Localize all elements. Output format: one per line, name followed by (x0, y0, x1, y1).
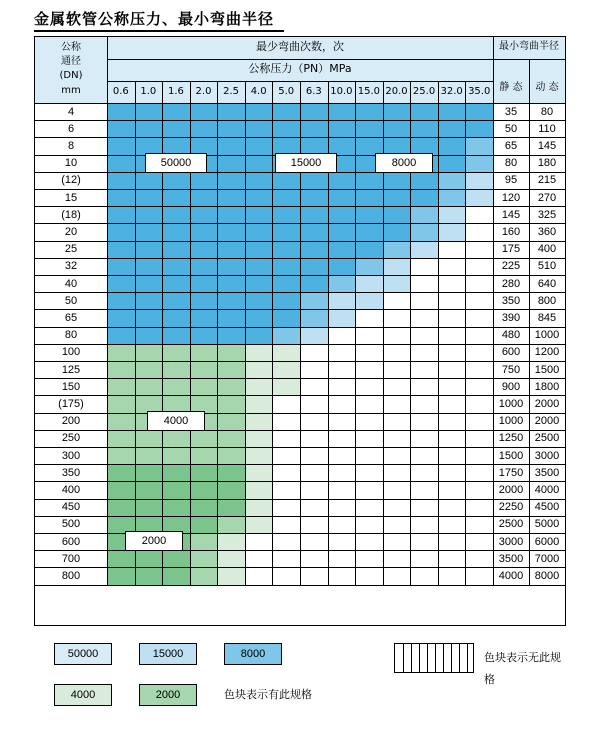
table-row-dynamic: 110 (538, 122, 556, 135)
table-row-dn: 40 (64, 277, 78, 290)
page-title: 金属软管公称压力、最小弯曲半径 (34, 10, 275, 28)
table-gridline (190, 103, 191, 585)
legend-box-50000: 50000 (54, 643, 112, 665)
table-row-dn: 8 (67, 140, 75, 152)
table-row-dynamic: 7000 (534, 552, 560, 565)
table-row-dn: 300 (61, 449, 81, 462)
table-gridline (410, 103, 411, 585)
table-row-static: 3000 (498, 535, 524, 548)
header-pressure-32.0: 32.0 (440, 86, 463, 97)
header-pressure-0.6: 0.6 (112, 86, 129, 97)
callout-50000: 50000 (145, 153, 207, 173)
table-row-dynamic: 640 (537, 277, 557, 290)
table-gridline (35, 585, 565, 586)
table-row-dynamic: 270 (537, 191, 557, 204)
table-row-static: 145 (501, 208, 521, 221)
legend (34, 636, 566, 726)
table-row-dn: 80 (64, 329, 78, 342)
table-gridline (383, 103, 384, 585)
table-row-static: 350 (501, 294, 521, 307)
table-row-static: 600 (501, 346, 521, 359)
table-row-static: 750 (501, 363, 521, 376)
table-row-dn: (18) (61, 208, 81, 221)
table-row-dn: 125 (61, 363, 81, 376)
table-row-dn: 100 (61, 346, 81, 359)
header-pressure-5.0: 5.0 (278, 86, 295, 97)
table-row-dn: 65 (64, 312, 78, 324)
row-fill-mid (107, 447, 245, 464)
table-row-dynamic: 2000 (534, 398, 560, 410)
table-gridline (328, 103, 329, 585)
table-row-dynamic: 400 (537, 243, 557, 256)
legend-box-4000: 4000 (54, 684, 112, 706)
row-fill-mid (107, 361, 245, 378)
row-fill-mid (107, 378, 245, 395)
table-row-dynamic: 6000 (534, 535, 560, 548)
table-row-dynamic: 80 (540, 105, 554, 118)
table-gridline (162, 103, 163, 585)
table-row-static: 225 (501, 260, 521, 273)
header-pressure-2.5: 2.5 (223, 86, 240, 97)
header-dn-line3: (DN) (59, 70, 83, 81)
header-pressure-25.0: 25.0 (412, 86, 436, 97)
legend-box-8000: 8000 (224, 643, 282, 665)
table-row-dynamic: 2000 (534, 415, 560, 428)
row-fill-dark (107, 550, 190, 567)
table-row-dynamic: 845 (537, 312, 557, 324)
table-row-dynamic: 325 (537, 208, 557, 221)
table-row-dynamic: 510 (537, 260, 557, 273)
table-row-dynamic: 215 (537, 174, 557, 187)
table-row-static: 480 (501, 329, 521, 342)
table-row-static: 4000 (498, 570, 524, 582)
header-pressure-10.0: 10.0 (330, 86, 353, 97)
table-row-static: 1500 (498, 449, 524, 462)
header-pressure: 公称压力（PN）MPa (248, 62, 352, 75)
table-row-dynamic: 4500 (534, 501, 560, 514)
table-row-dn: 800 (61, 570, 81, 582)
header-dn-line1: 公称 (61, 42, 81, 53)
table-row-static: 390 (501, 312, 521, 324)
table-row-dynamic: 1800 (534, 380, 560, 393)
title-underline (34, 30, 284, 32)
table-row-static: 2500 (498, 518, 524, 531)
table-row-dynamic: 5000 (534, 518, 560, 531)
callout-2000: 2000 (125, 531, 183, 551)
table-gridline (355, 103, 356, 585)
table-gridline (135, 103, 136, 585)
callout-4000: 4000 (147, 411, 205, 431)
table-row-dynamic: 4000 (534, 484, 560, 496)
table-gridline (107, 59, 493, 60)
table-row-dn: 15 (64, 191, 78, 204)
table-row-static: 900 (501, 380, 521, 393)
spec-table (34, 36, 566, 626)
table-row-static: 2250 (498, 501, 524, 514)
row-fill-dark (107, 567, 190, 584)
table-row-dn: 25 (64, 243, 78, 256)
table-row-dynamic: 145 (537, 140, 557, 152)
legend-box-15000: 15000 (139, 643, 197, 665)
table-row-dn: 32 (64, 260, 78, 273)
table-row-dn: 600 (61, 535, 81, 548)
table-gridline (529, 59, 530, 103)
row-fill-dark (107, 481, 245, 498)
table-row-dynamic: 3500 (534, 466, 560, 479)
table-row-static: 35 (504, 105, 518, 118)
legend-hatch-note: 色块表示无此规格 (484, 652, 561, 686)
header-radius: 最小弯曲半径 (499, 41, 559, 52)
table-row-dn: 400 (61, 484, 81, 496)
header-pressure-1.6: 1.6 (167, 86, 184, 97)
table-row-static: 3500 (498, 552, 524, 565)
callout-15000: 15000 (275, 153, 337, 173)
row-fill-dark (107, 292, 300, 309)
table-row-dynamic: 800 (537, 294, 557, 307)
table-row-dn: (175) (58, 398, 84, 410)
row-fill-mid (107, 430, 245, 447)
header-pressure-2.0: 2.0 (195, 86, 212, 97)
header-bend-count: 最少弯曲次数，次 (256, 40, 344, 53)
header-pressure-20.0: 20.0 (385, 86, 408, 97)
table-row-dynamic: 3000 (534, 449, 560, 462)
header-dn-unit: mm (61, 85, 81, 96)
legend-hatch-swatch (394, 643, 474, 673)
table-gridline (438, 103, 439, 585)
header-pressure-4.0: 4.0 (250, 86, 267, 97)
legend-color-note: 色块表示有此规格 (224, 689, 312, 701)
table-row-static: 1000 (498, 398, 524, 410)
row-fill-dark (107, 206, 410, 223)
table-row-dn: 20 (64, 226, 78, 238)
table-row-dn: 700 (61, 552, 81, 565)
table-row-dynamic: 1200 (534, 346, 560, 359)
table-row-dn: 6 (67, 122, 75, 135)
table-row-static: 50 (504, 122, 518, 135)
callout-8000: 8000 (375, 153, 433, 173)
table-row-dynamic: 8000 (534, 570, 560, 582)
header-static: 静 态 (499, 82, 523, 93)
table-row-static: 280 (501, 277, 521, 290)
table-row-dn: (12) (61, 174, 81, 187)
table-row-dynamic: 180 (537, 157, 557, 170)
header-pressure-15.0: 15.0 (357, 86, 381, 97)
header-pressure-6.3: 6.3 (305, 86, 322, 97)
header-dn-line2: 通径 (61, 56, 81, 67)
table-gridline (107, 103, 108, 585)
table-gridline (245, 103, 246, 585)
table-gridline (217, 103, 218, 585)
table-row-dynamic: 1500 (534, 363, 560, 376)
table-row-dn: 450 (61, 501, 81, 514)
table-row-dynamic: 360 (537, 226, 557, 238)
table-row-static: 160 (501, 226, 521, 238)
table-row-static: 120 (501, 191, 521, 204)
row-fill-dark (107, 464, 245, 481)
row-fill-dark (107, 499, 245, 516)
table-row-dn: 200 (61, 415, 81, 428)
table-row-static: 95 (504, 174, 518, 187)
header-pressure-1.0: 1.0 (140, 86, 157, 97)
table-row-dn: 500 (61, 518, 81, 531)
table-row-dynamic: 2500 (534, 432, 560, 445)
table-row-dn: 50 (64, 294, 78, 307)
legend-box-2000: 2000 (139, 684, 197, 706)
row-fill-dark (107, 223, 410, 240)
table-row-dynamic: 1000 (534, 329, 560, 342)
row-fill-dark (107, 309, 300, 326)
table-row-static: 1000 (498, 415, 524, 428)
table-row-static: 80 (504, 157, 518, 170)
table-row-dn: 150 (61, 380, 81, 393)
table-gridline (272, 103, 273, 585)
table-row-dn: 4 (67, 105, 75, 118)
row-fill-mid (107, 344, 245, 361)
row-fill-dark (107, 258, 355, 275)
table-row-static: 2000 (498, 484, 524, 496)
table-row-static: 1250 (498, 432, 524, 445)
header-dynamic: 动 态 (535, 82, 559, 93)
table-row-static: 1750 (498, 466, 524, 479)
table-gridline (300, 103, 301, 585)
table-row-dn: 350 (61, 466, 81, 479)
table-row-static: 175 (501, 243, 521, 256)
header-pressure-35.0: 35.0 (468, 86, 491, 97)
table-gridline (465, 103, 466, 585)
table-row-static: 65 (504, 140, 518, 152)
table-row-dn: 250 (61, 432, 81, 445)
table-row-dn: 10 (64, 157, 78, 170)
